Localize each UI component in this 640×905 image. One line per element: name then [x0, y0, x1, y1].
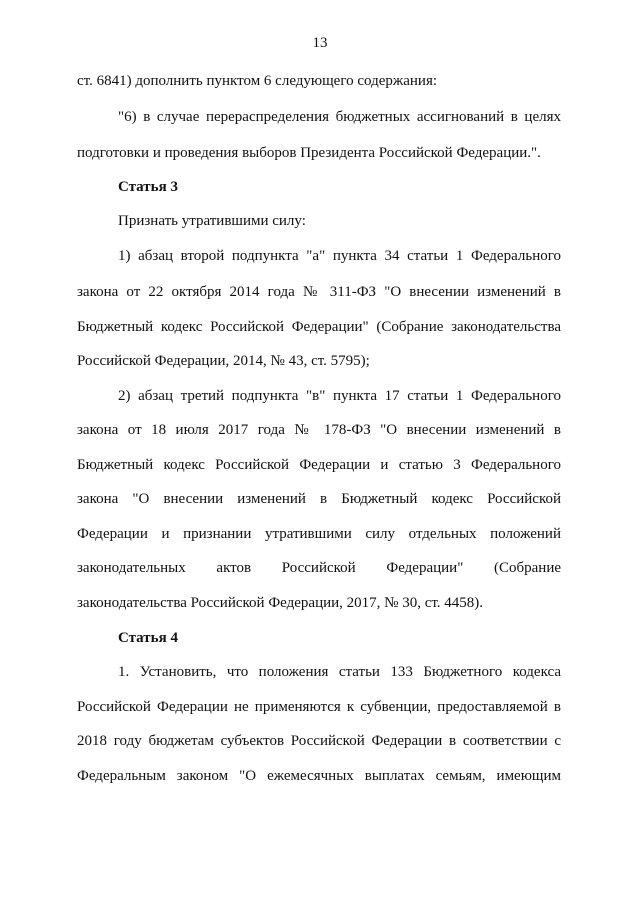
text-line: Российской Федерации не применяются к субвенции, предоставляемой в	[77, 699, 561, 715]
text-line: 1) абзац второй подпункта "а" пункта 34 статьи 1 Федерального	[118, 248, 561, 264]
text-line: законодательства Российской Федерации, 2017, № 30, ст. 4458).	[77, 595, 484, 611]
text-line: Бюджетный кодекс Российской Федерации" (Собрание законодательства	[77, 319, 561, 335]
text-line: закона "О внесении изменений в Бюджетный кодекс Российской	[77, 491, 561, 507]
article-heading: Статья 3	[118, 179, 178, 195]
text-line: Федерации и признании утратившими силу отдельных положений	[77, 526, 561, 542]
text-line: 2) абзац третий подпункта "в" пункта 17 статьи 1 Федерального	[118, 388, 561, 404]
text-line: закона от 22 октября 2014 года № 311-ФЗ "О внесении изменений в	[77, 284, 561, 300]
text-line: Бюджетный кодекс Российской Федерации и статью 3 Федерального	[77, 457, 561, 473]
text-line: закона от 18 июля 2017 года № 178-ФЗ "О внесении изменений в	[77, 422, 561, 438]
text-line: Федеральным законом "О ежемесячных выплатах семьям, имеющим	[77, 768, 561, 784]
page-number: 13	[312, 35, 328, 51]
text-line: подготовки и проведения выборов Президента Российской Федерации.".	[77, 145, 541, 161]
text-line: Признать утратившими силу:	[118, 213, 306, 229]
text-line: "6) в случае перераспределения бюджетных ассигнований в целях	[118, 109, 561, 125]
text-line: законодательных актов Российской Федерации" (Собрание	[77, 560, 561, 576]
text-line: 2018 году бюджетам субъектов Российской Федерации в соответствии с	[77, 733, 561, 749]
text-line: 1. Установить, что положения статьи 133 Бюджетного кодекса	[118, 664, 561, 680]
article-heading: Статья 4	[118, 630, 178, 646]
text-line: ст. 6841) дополнить пунктом 6 следующего содержания:	[77, 73, 438, 89]
text-line: Российской Федерации, 2014, № 43, ст. 5795);	[77, 353, 370, 369]
